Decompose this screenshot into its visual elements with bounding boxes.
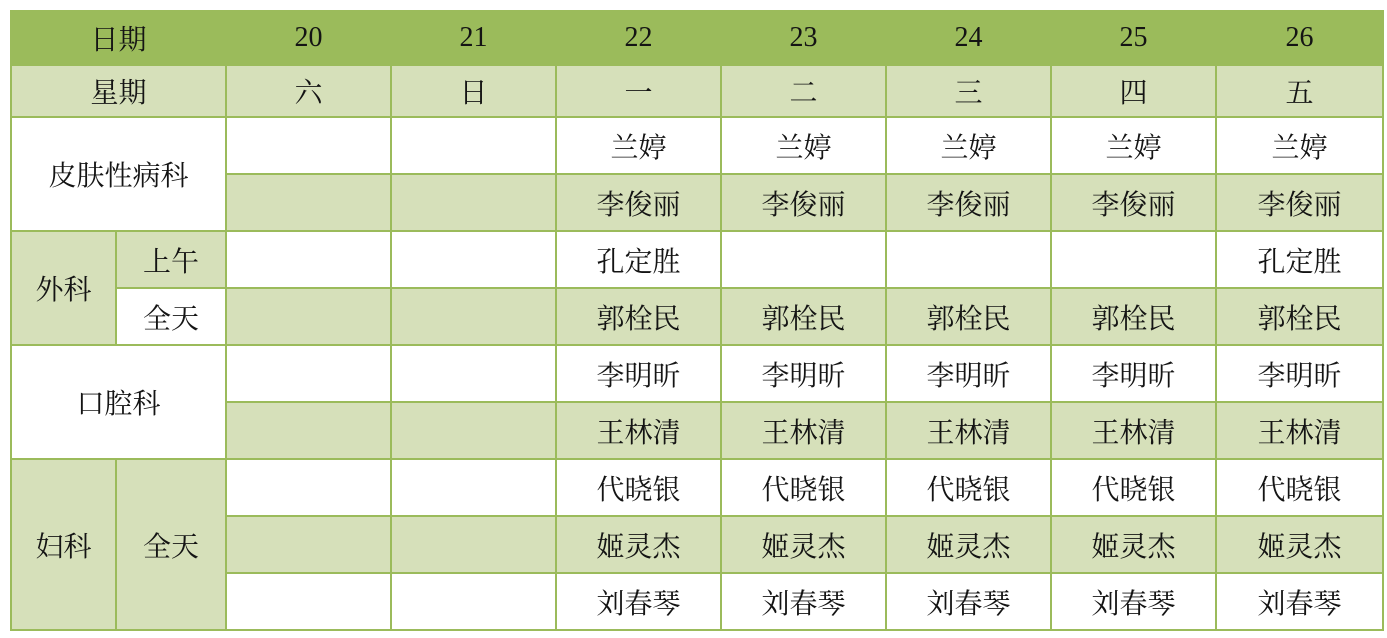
schedule-cell: 李明昕 [556,345,721,402]
schedule-cell: 李明昕 [1051,345,1216,402]
schedule-cell: 孔定胜 [1216,231,1383,288]
date-header-cell: 26 [1216,11,1383,65]
schedule-cell: 李俊丽 [556,174,721,231]
date-header-cell: 23 [721,11,886,65]
schedule-row [11,345,1383,402]
department-cell-dermatology: 皮肤性病科 [11,117,226,231]
schedule-cell: 代晓银 [721,459,886,516]
date-header-cell: 25 [1051,11,1216,65]
schedule-cell: 李明昕 [1216,345,1383,402]
schedule-cell: 李俊丽 [721,174,886,231]
schedule-cell [391,288,556,345]
department-cell-surgery: 外科 [11,231,116,345]
schedule-cell: 郭栓民 [1051,288,1216,345]
schedule-cell: 姬灵杰 [721,516,886,573]
schedule-cell: 李明昕 [721,345,886,402]
schedule-cell: 郭栓民 [556,288,721,345]
schedule-cell [226,231,391,288]
schedule-cell: 代晓银 [1216,459,1383,516]
schedule-row [11,288,1383,345]
schedule-cell [226,288,391,345]
weekday-label: 星期 [11,65,226,117]
schedule-cell: 王林清 [721,402,886,459]
schedule-cell: 刘春琴 [1216,573,1383,630]
schedule-cell [226,402,391,459]
schedule-cell [226,516,391,573]
schedule-cell: 姬灵杰 [556,516,721,573]
schedule-cell [226,174,391,231]
schedule-cell: 兰婷 [1216,117,1383,174]
schedule-cell: 兰婷 [886,117,1051,174]
schedule-cell: 孔定胜 [556,231,721,288]
date-header-cell: 22 [556,11,721,65]
weekday-cell: 二 [721,65,886,117]
schedule-cell: 兰婷 [556,117,721,174]
schedule-row [11,459,1383,516]
date-header-cell: 24 [886,11,1051,65]
schedule-cell: 刘春琴 [1051,573,1216,630]
weekday-cell: 六 [226,65,391,117]
schedule-cell: 王林清 [1051,402,1216,459]
duty-schedule-table [10,10,1384,631]
schedule-row [11,117,1383,174]
schedule-cell [226,573,391,630]
department-cell-gynecology: 妇科 [11,459,116,630]
weekday-cell: 五 [1216,65,1383,117]
schedule-cell [391,402,556,459]
schedule-cell: 刘春琴 [721,573,886,630]
schedule-cell: 郭栓民 [721,288,886,345]
schedule-cell [886,231,1051,288]
schedule-cell: 李俊丽 [1216,174,1383,231]
period-cell-morning: 上午 [116,231,226,288]
schedule-cell [391,231,556,288]
date-header-cell: 21 [391,11,556,65]
schedule-cell [391,174,556,231]
schedule-cell [721,231,886,288]
schedule-row [11,231,1383,288]
date-header-label: 日期 [11,11,226,65]
weekday-cell: 一 [556,65,721,117]
period-cell-allday: 全天 [116,459,226,630]
schedule-cell [226,459,391,516]
schedule-cell [391,516,556,573]
schedule-cell: 刘春琴 [556,573,721,630]
weekday-cell: 日 [391,65,556,117]
weekday-cell: 三 [886,65,1051,117]
schedule-cell [391,459,556,516]
schedule-cell: 王林清 [556,402,721,459]
schedule-cell: 李俊丽 [1051,174,1216,231]
schedule-cell [391,117,556,174]
schedule-cell [391,573,556,630]
schedule-cell: 代晓银 [556,459,721,516]
department-cell-dental: 口腔科 [11,345,226,459]
schedule-cell: 代晓银 [886,459,1051,516]
schedule-cell: 刘春琴 [886,573,1051,630]
schedule-cell: 兰婷 [1051,117,1216,174]
schedule-cell: 郭栓民 [886,288,1051,345]
schedule-cell: 代晓银 [1051,459,1216,516]
period-cell-allday: 全天 [116,288,226,345]
schedule-cell [1051,231,1216,288]
date-header-row [11,11,1383,65]
schedule-cell [226,345,391,402]
date-header-cell: 20 [226,11,391,65]
schedule-cell: 姬灵杰 [1216,516,1383,573]
schedule-cell: 王林清 [886,402,1051,459]
schedule-cell [391,345,556,402]
schedule-cell: 李俊丽 [886,174,1051,231]
schedule-cell: 王林清 [1216,402,1383,459]
weekday-row [11,65,1383,117]
schedule-cell: 李明昕 [886,345,1051,402]
schedule-cell: 姬灵杰 [1051,516,1216,573]
weekday-cell: 四 [1051,65,1216,117]
schedule-cell [226,117,391,174]
schedule-cell: 兰婷 [721,117,886,174]
schedule-cell: 郭栓民 [1216,288,1383,345]
schedule-cell: 姬灵杰 [886,516,1051,573]
